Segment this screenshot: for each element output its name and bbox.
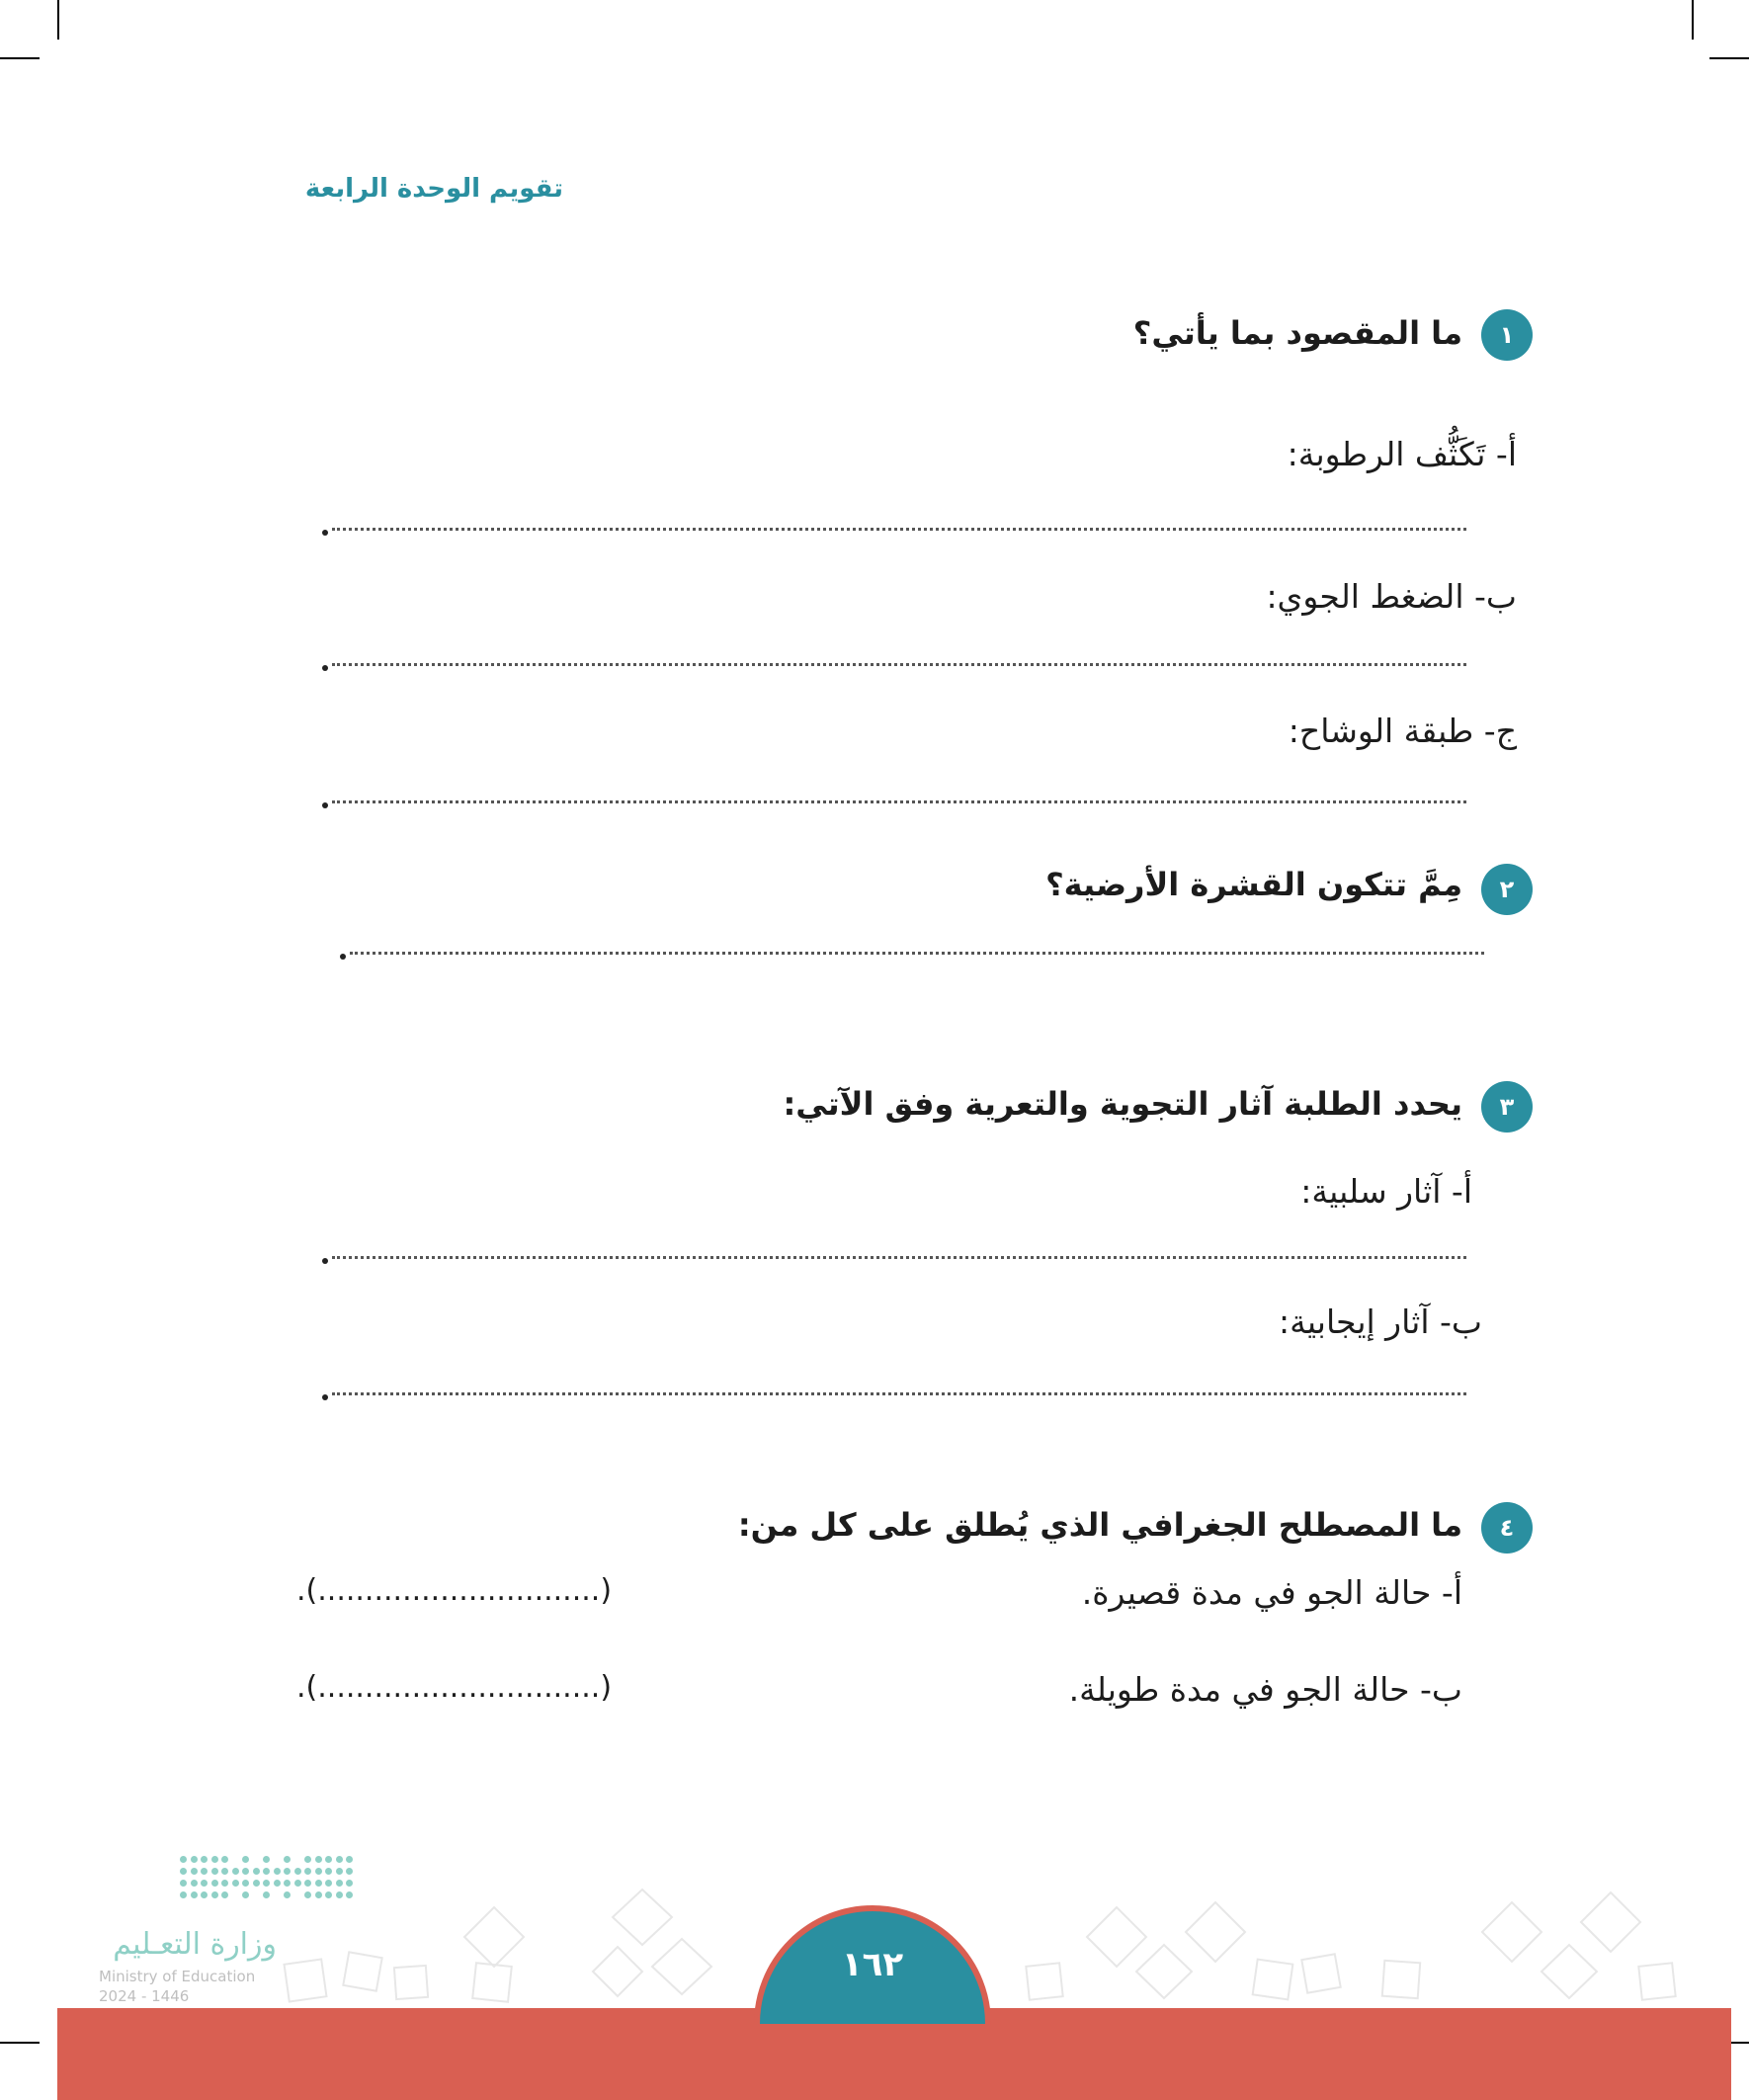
q1-item-a-label: أ- تَكَثُّف الرطوبة: xyxy=(1287,435,1517,473)
answer-line[interactable] xyxy=(350,952,1484,955)
q4-item-b-label: ب- حالة الجو في مدة طويلة. xyxy=(1068,1670,1462,1709)
question-number-badge: ٤ xyxy=(1481,1502,1533,1554)
q4-item-a-label: أ- حالة الجو في مدة قصيرة. xyxy=(1081,1573,1462,1612)
page-number: ١٦٢ xyxy=(841,1945,904,1984)
page-number-tab xyxy=(754,1905,991,2024)
logo-dot xyxy=(180,1868,187,1875)
logo-dot xyxy=(211,1868,218,1875)
logo-dot xyxy=(336,1856,343,1863)
q3-item-b-label: ب- آثار إيجابية: xyxy=(1279,1302,1482,1341)
ministry-logo-english: Ministry of Education xyxy=(99,1968,256,1985)
answer-line[interactable] xyxy=(332,800,1466,803)
logo-dot xyxy=(221,1868,228,1875)
question-number-badge: ١ xyxy=(1481,309,1533,361)
logo-dot xyxy=(263,1868,270,1875)
crop-mark xyxy=(1692,0,1694,40)
logo-dot xyxy=(304,1868,311,1875)
logo-dot xyxy=(274,1868,281,1875)
answer-line-end xyxy=(322,530,328,536)
logo-dot xyxy=(253,1868,260,1875)
ministry-logo-arabic: وزارة التعـليم xyxy=(113,1927,277,1962)
logo-dot xyxy=(201,1856,208,1863)
logo-dot xyxy=(191,1856,198,1863)
crop-mark xyxy=(0,57,40,59)
logo-dot xyxy=(315,1868,322,1875)
logo-dot xyxy=(191,1868,198,1875)
logo-dot xyxy=(232,1868,239,1875)
q1-item-c-label: ج- طبقة الوشاح: xyxy=(1288,712,1517,750)
logo-dot xyxy=(211,1856,218,1863)
q4-item-a-answer[interactable]: .(..............................) xyxy=(296,1573,613,1608)
logo-dot xyxy=(284,1868,291,1875)
logo-dot xyxy=(325,1868,332,1875)
logo-dot xyxy=(221,1856,228,1863)
crop-mark xyxy=(57,0,59,40)
question-number-badge: ٢ xyxy=(1481,864,1533,915)
logo-dot xyxy=(242,1856,249,1863)
question-4-text: ما المصطلح الجغرافي الذي يُطلق على كل من: xyxy=(737,1506,1462,1544)
crop-mark xyxy=(0,2042,40,2044)
question-2-text: مِمَّ تتكون القشرة الأرضية؟ xyxy=(1045,866,1462,903)
answer-line-end xyxy=(322,1258,328,1264)
q1-item-b-label: ب- الضغط الجوي: xyxy=(1266,577,1517,616)
logo-dot xyxy=(263,1856,270,1863)
logo-dot xyxy=(315,1856,322,1863)
logo-dot xyxy=(336,1868,343,1875)
q4-item-b-answer[interactable]: .(..............................) xyxy=(296,1670,613,1705)
logo-dot xyxy=(284,1856,291,1863)
crop-mark xyxy=(1709,57,1749,59)
logo-dot xyxy=(346,1868,353,1875)
logo-dot xyxy=(242,1868,249,1875)
logo-dot xyxy=(201,1868,208,1875)
logo-dot xyxy=(325,1856,332,1863)
answer-line[interactable] xyxy=(332,1256,1466,1259)
question-3-text: يحدد الطلبة آثار التجوية والتعرية وفق الآتي: xyxy=(783,1085,1462,1123)
logo-dot xyxy=(346,1856,353,1863)
answer-line-end xyxy=(322,1394,328,1400)
logo-dot xyxy=(294,1868,301,1875)
answer-line-end xyxy=(340,954,346,960)
question-number-badge: ٣ xyxy=(1481,1081,1533,1133)
answer-line-end xyxy=(322,665,328,671)
logo-dot xyxy=(180,1856,187,1863)
answer-line[interactable] xyxy=(332,663,1466,666)
question-1-text: ما المقصود بما يأتي؟ xyxy=(1132,314,1462,352)
unit-title: تقويم الوحدة الرابعة xyxy=(304,174,563,204)
ministry-logo-year: 2024 - 1446 xyxy=(99,1987,190,2005)
answer-line-end xyxy=(322,802,328,808)
answer-line[interactable] xyxy=(332,1392,1466,1395)
answer-line[interactable] xyxy=(332,528,1466,531)
q3-item-a-label: أ- آثار سلبية: xyxy=(1300,1172,1472,1211)
logo-dot xyxy=(304,1856,311,1863)
